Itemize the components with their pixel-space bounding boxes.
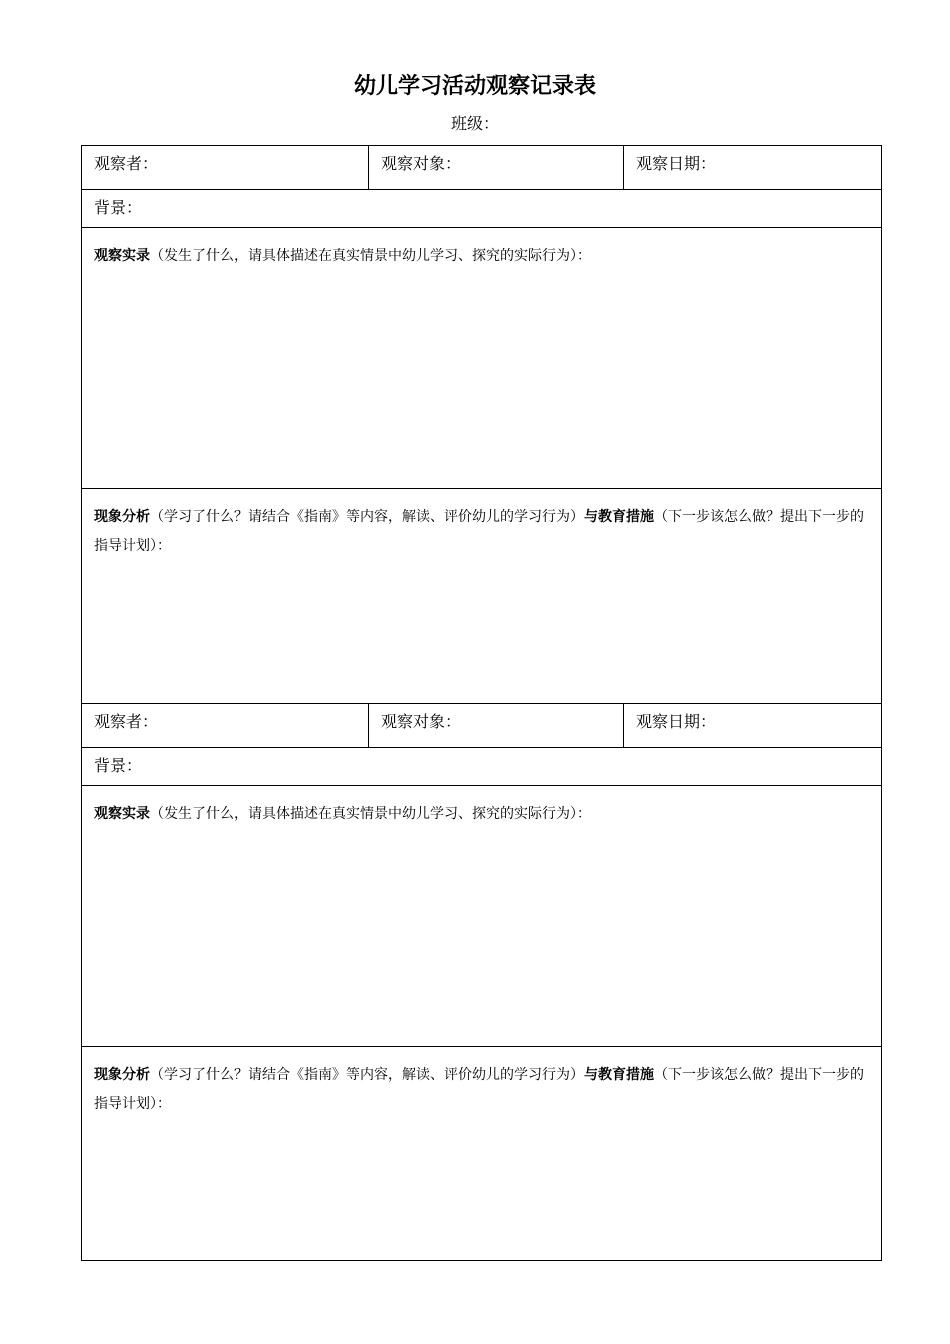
record-row-2 — [82, 786, 882, 1047]
record-prompt: （发生了什么，请具体描述在真实情景中幼儿学习、探究的实际行为）： — [150, 248, 591, 264]
info-row-1 — [82, 146, 882, 190]
analysis-row-1 — [82, 489, 882, 704]
background-field[interactable]: 背景： — [82, 748, 882, 785]
analysis-prompt: （学习了什么？请结合《指南》等内容，解读、评价幼儿的学习行为） — [150, 1067, 584, 1083]
measures-prompt: （下一步该怎么做？提出下一步的指导计划）： — [94, 509, 864, 554]
record-heading: 观察实录 — [94, 806, 150, 822]
record-heading: 观察实录 — [94, 248, 150, 264]
analysis-heading: 现象分析 — [94, 1067, 150, 1083]
analysis-field[interactable] — [82, 489, 882, 703]
background-field[interactable]: 背景： — [82, 190, 882, 227]
subject-field[interactable]: 观察对象： — [369, 704, 624, 747]
form-title: 幼儿学习活动观察记录表 — [353, 74, 596, 99]
observer-field[interactable]: 观察者： — [82, 704, 369, 747]
analysis-row-2 — [82, 1047, 882, 1261]
info-row-2 — [82, 704, 882, 748]
analysis-heading: 现象分析 — [94, 509, 150, 525]
observer-field[interactable]: 观察者： — [82, 146, 369, 189]
observation-table — [81, 145, 882, 1261]
subject-field[interactable]: 观察对象： — [369, 146, 624, 189]
background-row-2 — [82, 748, 882, 786]
record-prompt: （发生了什么，请具体描述在真实情景中幼儿学习、探究的实际行为）： — [150, 806, 591, 822]
date-field[interactable]: 观察日期： — [624, 704, 882, 747]
analysis-prompt: （学习了什么？请结合《指南》等内容，解读、评价幼儿的学习行为） — [150, 509, 584, 525]
record-row-1 — [82, 228, 882, 489]
analysis-field[interactable] — [82, 1047, 882, 1260]
record-field[interactable] — [82, 786, 882, 1046]
record-field[interactable] — [82, 228, 882, 488]
measures-prompt: （下一步该怎么做？提出下一步的指导计划）： — [94, 1067, 864, 1112]
background-row-1 — [82, 190, 882, 228]
class-field[interactable]: 班级： — [450, 114, 499, 133]
measures-heading: 与教育措施 — [584, 1067, 654, 1083]
date-field[interactable]: 观察日期： — [624, 146, 882, 189]
measures-heading: 与教育措施 — [584, 509, 654, 525]
